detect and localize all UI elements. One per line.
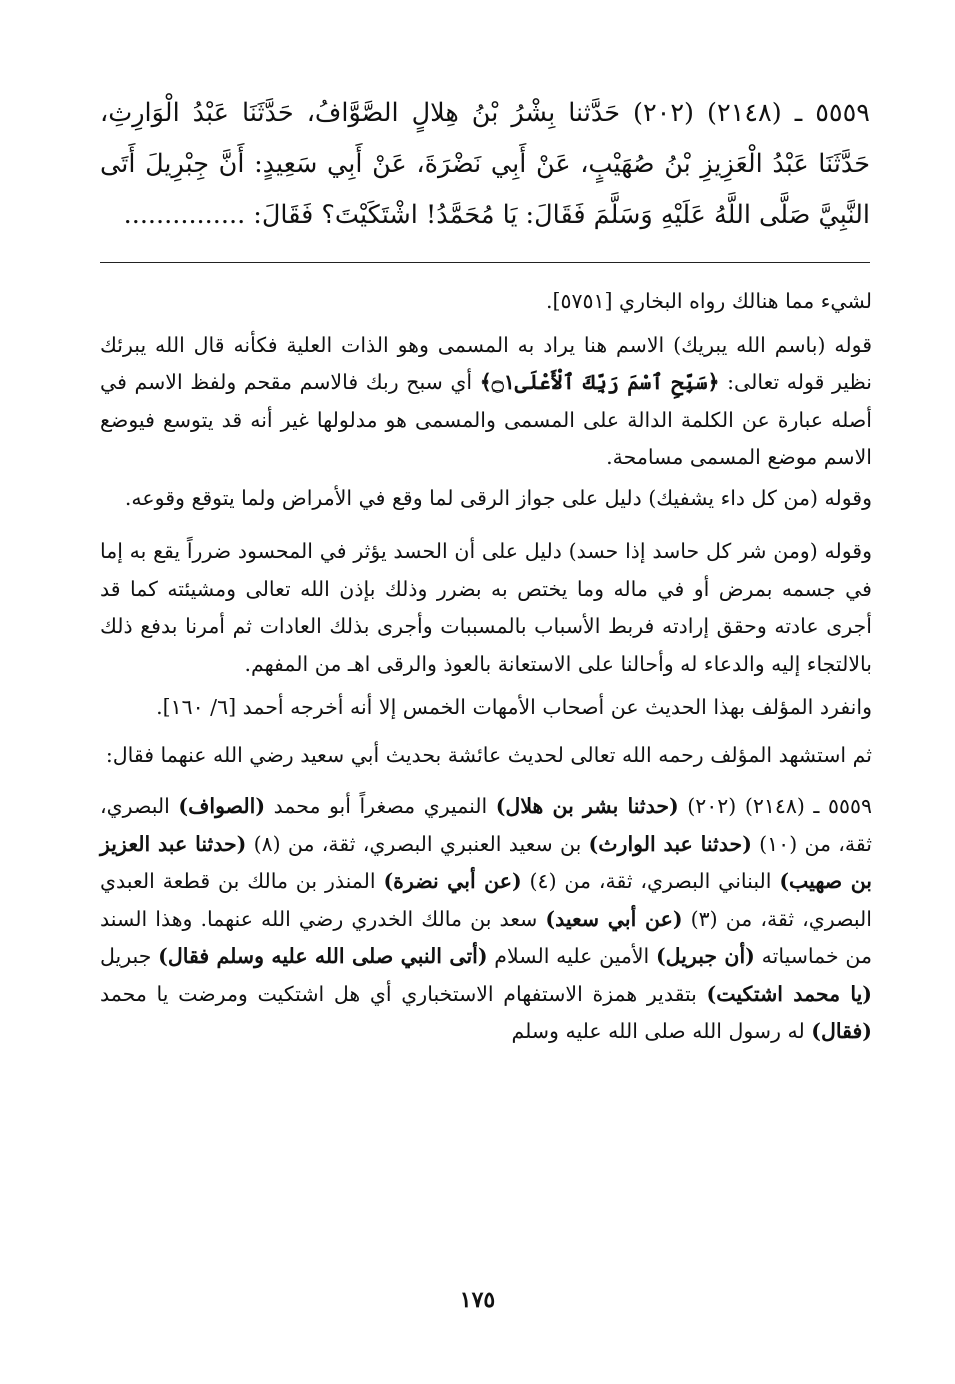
segment: ٥٥٥٩ ـ (٢١٤٨) (٢٠٢) <box>678 794 872 818</box>
commentary-paragraph-5: وانفرد المؤلف بهذا الحديث عن أصحاب الأمهات الخمس إلا أنه أخرجه أحمد [٦/ ١٦٠]. <box>156 695 872 719</box>
commentary-paragraph-6: ثم استشهد المؤلف رحمه الله تعالى لحديث عائشة بحديث أبي سعيد رضي الله عنهما فقال: <box>105 742 872 767</box>
quoted-narration: (حدثنا بشر بن هلال) <box>495 794 679 818</box>
quoted-narration: (أن جبريل) <box>655 944 755 968</box>
quran-quote: ﴿سَبِّحِ ٱسْمَ رَبِّكَ ٱلْأَعْلَى <box>514 370 720 394</box>
quoted-narration: (يا محمد اشتكيت) <box>706 981 872 1006</box>
commentary-paragraph-1: لشيء مما هنالك رواه البخاري [٥٧٥١]. <box>545 289 872 313</box>
segment: بتقدير همزة الاستفهام الاستخباري أي هل اشتكيت ومرضت يا محمد <box>100 981 707 1006</box>
segment: سعد بن مالك الخدري رضي الله عنهما. وهذا السند من خماسياته <box>100 906 873 968</box>
quoted-narration: (عن أبي نضرة) <box>383 869 522 893</box>
paragraph-2-lead: قوله (باسم الله يبريك) الاسم هنا يراد به المسمى وهو الذات العلية فكأنه قال الله يبرئك نظير قوله تعالى: <box>100 332 872 394</box>
quoted-narration: (فقال) <box>811 1019 872 1043</box>
segment: البناني البصري، ثقة، من (٤) <box>521 869 780 893</box>
quoted-narration: (أتى النبي صلى الله عليه وسلم فقال) <box>158 944 488 968</box>
segment: المنذر بن مالك بن قطعة العبدي البصري، ثقة، من (٣) <box>100 869 872 931</box>
paragraph-2-rest: أي سبح ربك فالاسم مقحم ولفظ الاسم في أصله عبارة عن الكلمة الدالة على المسمى والمسمى هو مدلولها غير أنه قد يتوسع فيوضع الاسم موضع المسمى مسامحة. <box>100 370 872 469</box>
segment: جبريل <box>100 944 159 968</box>
hadith-text: ٥٥٥٩ ـ (٢١٤٨) (٢٠٢) حَدَّثنا بِشْرُ بْنُ هِلالٍ الصَّوَّافُ، حَدَّثَنَا عَبْدُ الْوَارِثِ، حَدَّثَنَا عَبْدُ الْعَزِيزِ بْنُ صُهَيْبٍ، عَنْ أَبِي نَضْرَةَ، عَنْ أَبِي سَعِيدٍ: أَنَّ جِبْرِيلَ أَتَى النَّبِيَّ صَلَّى اللَّهُ عَلَيْهِ وَسَلَّمَ فَقَالَ: يَا مُحَمَّدُ! اشْتَكَيْتَ؟ فَقَالَ: ............... <box>100 98 870 230</box>
commentary <box>100 283 872 1054</box>
segment: بن سعيد العنبري البصري، ثقة، من (٨) <box>246 831 589 856</box>
segment: له رسول الله صلى الله عليه وسلم <box>511 1019 812 1043</box>
isnad-explanation <box>100 788 872 1051</box>
commentary-paragraph-2 <box>100 327 872 477</box>
segment: الأمين عليه السلام <box>487 944 656 968</box>
segment: النميري مصغراً أبو محمد <box>265 794 496 818</box>
ayah-number-mark: ۝١﴾ <box>479 370 515 394</box>
page-number: ١٧٥ <box>459 1287 496 1313</box>
quoted-narration: (الصواف) <box>178 794 266 818</box>
commentary-paragraph-3: وقوله (من كل داء يشفيك) دليل على جواز الرقى لما وقع في الأمراض ولما يتوقع وقوعه. <box>124 485 872 510</box>
quoted-narration: (حدثنا عبد العزيز بن صهيب) <box>100 831 873 893</box>
commentary-paragraph-4: وقوله (ومن شر كل حاسد إذا حسد) دليل على أن الحسد يؤثر في المحسود ضرراً يقع به إما في جسمه بمرض أو في ماله وما يختص به بضرر وذلك بإذن الله تعالى ومشيئته كما قد أجرى عادته وحقق إرادته فربط الأسباب بالمسببات وأجرى بذلك العادات ثم أمرنا بدفع ذلك بالالتجاء إليه والدعاء له وأحالنا على الاستعانة بالعوذ والرقى اهـ من المفهم. <box>100 539 872 676</box>
quoted-narration: (عن أبي سعيد) <box>545 906 683 931</box>
segment: البصري، ثقة، من (١٠) <box>100 794 872 856</box>
quoted-narration: (حدثنا عبد الوارث) <box>588 831 752 856</box>
footnote-divider <box>100 262 870 263</box>
